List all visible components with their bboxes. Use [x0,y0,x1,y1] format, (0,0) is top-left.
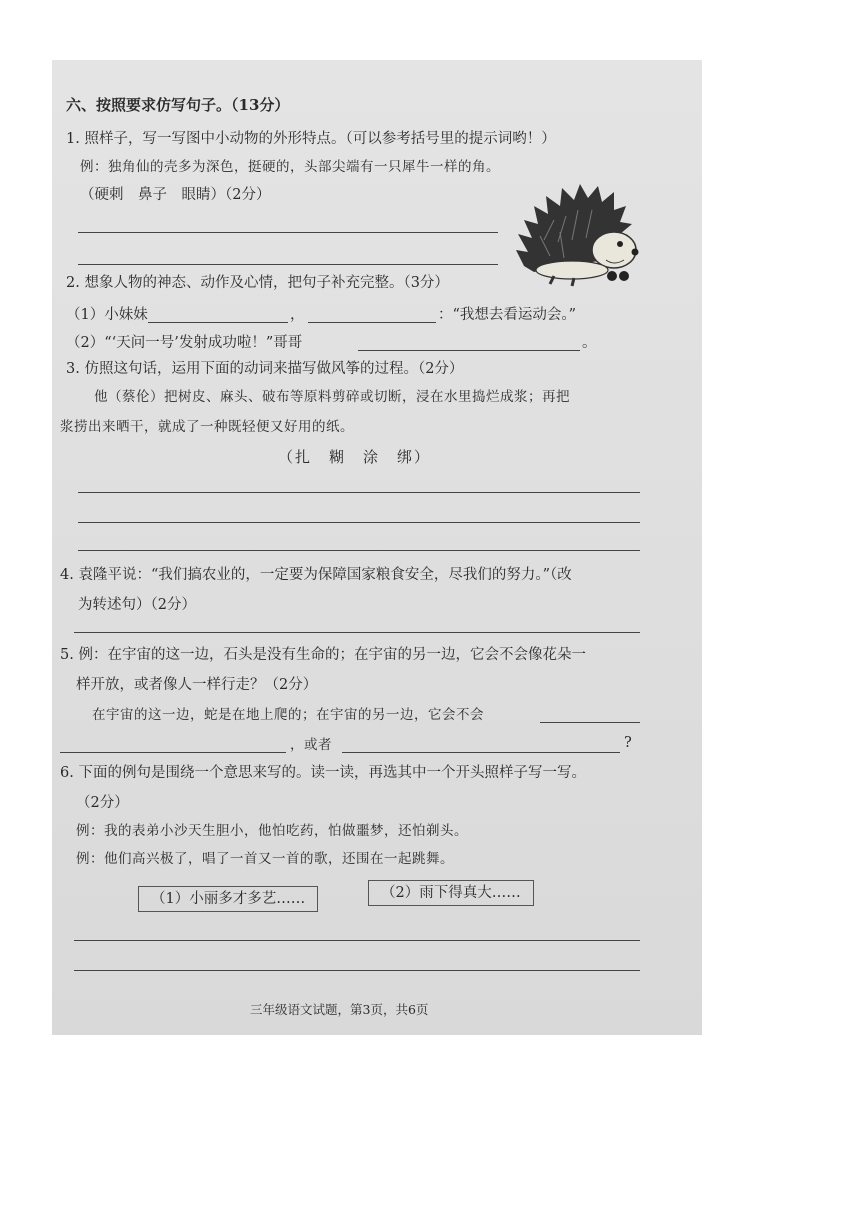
q2-item2-prefix: （2）“‘天问一号’发射成功啦！”哥哥 [66,335,303,351]
q6-example-2: 例：他们高兴极了，唱了一首又一首的歌，还围在一起跳舞。 [76,851,454,867]
q6-answer-line-1 [74,940,640,941]
q3-answer-line-1 [78,492,640,493]
q2-item1-blank-1 [148,322,288,323]
q1-prompt: 1. 照样子，写一写图中小动物的外形特点。（可以参考括号里的提示词哟！） [66,131,556,147]
q3-passage-line1: 他（蔡伦）把树皮、麻头、破布等原料剪碎或切断，浸在水里捣烂成浆；再把 [94,389,570,405]
q2-item2-blank [358,350,580,351]
q3-passage-line2: 浆捞出来晒干，就成了一种既轻便又好用的纸。 [60,419,354,435]
q3-answer-line-2 [78,522,640,523]
q6-prompt-line1: 6. 下面的例句是围绕一个意思来写的。读一读，再选其中一个开头照样子写一写。 [60,765,586,781]
q1-example: 例：独角仙的壳多为深色，挺硬的，头部尖端有一只犀牛一样的角。 [80,159,500,175]
q2-item1-suffix: ：“我想去看运动会。” [438,307,577,323]
q4-answer-line [74,632,640,633]
q1-answer-line-1 [78,232,498,233]
q2-item1-prefix: （1）小妹妹 [66,307,148,323]
q6-option-2: （2）雨下得真大…… [368,880,534,906]
q1-hints: （硬刺 鼻子 眼睛）（2分） [80,187,271,203]
q2-prompt: 2. 想象人物的神态、动作及心情，把句子补充完整。（3分） [66,275,449,291]
hedgehog-illustration [514,180,644,290]
page-footer: 三年级语文试题，第3页，共6页 [250,1002,429,1017]
q6-option-1: （1）小丽多才多艺…… [138,886,318,912]
q5-prompt-line2: 样开放，或者像人一样行走？（2分） [76,677,318,693]
q6-prompt-line2: （2分） [76,795,129,811]
q3-verbs: （扎 糊 涂 绑） [278,448,432,466]
q5-fill-mid: ，或者 [290,737,332,753]
q2-item2-end: 。 [582,335,597,351]
q5-prompt-line1: 5. 例：在宇宙的这一边，石头是没有生命的；在宇宙的另一边，它会不会像花朵一 [60,647,586,663]
q3-answer-line-3 [78,550,640,551]
q5-blank-3 [342,752,620,753]
q1-answer-line-2 [78,264,498,265]
q5-blank-1 [540,722,640,723]
q2-item1-blank-2 [308,322,436,323]
q6-answer-line-2 [74,970,640,971]
q5-fill-line1: 在宇宙的这一边，蛇是在地上爬的；在宇宙的另一边，它会不会 [92,707,484,723]
q5-blank-2 [60,752,286,753]
q6-example-1: 例：我的表弟小沙天生胆小，他怕吃药，怕做噩梦，还怕剃头。 [76,823,468,839]
q2-item1-comma: ， [290,307,305,323]
q3-prompt: 3. 仿照这句话，运用下面的动词来描写做风筝的过程。（2分） [66,361,464,377]
section-title: 六、按照要求仿写句子。（13分） [66,96,290,114]
q4-prompt-line2: 为转述句）（2分） [78,597,196,613]
q4-prompt-line1: 4. 袁隆平说：“我们搞农业的，一定要为保障国家粮食安全，尽我们的努力。”（改 [60,567,572,583]
exam-page [52,60,702,1035]
q5-fill-end: ? [624,735,632,751]
